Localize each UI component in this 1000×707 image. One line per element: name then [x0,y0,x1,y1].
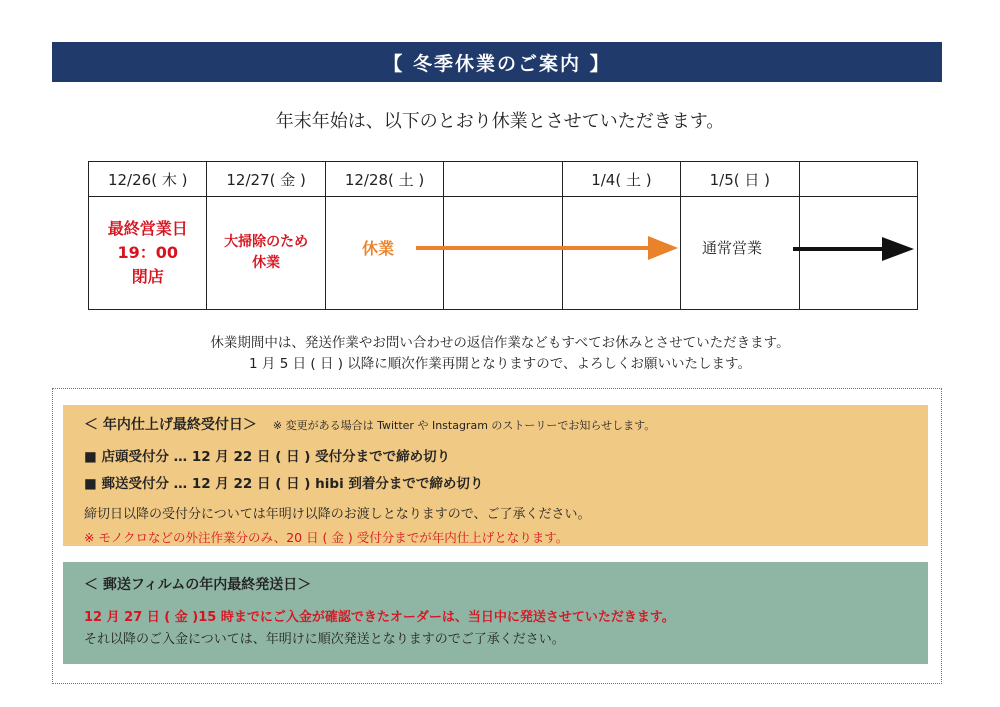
deadline-item-mail: ■ 郵送受付分 … 12 月 22 日 ( 日 ) hibi 到着分までで締め切り [84,476,484,492]
page-title: 【 冬季休業のご案内 】 [52,42,942,82]
calendar-header-row [89,162,918,197]
calendar-body-row [89,197,918,310]
date-cell-1226: 12/26( 木 ) [89,162,207,197]
date-cell-0105: 1/5( 日 ) [681,162,799,197]
reopen-label: 通常営業 [702,239,763,257]
deadline-heading-text: ＜ 年内仕上げ最終受付日＞ [84,417,257,433]
shipping-line: それ以降のご入金については、年明けに順次発送となりますのでご了承ください。 [84,632,565,647]
deadline-heading-note: ※ 変更がある場合は Twitter や Instagram のストーリーでお知らせします。 [272,419,656,432]
last-day-closing: 閉店 [131,267,164,286]
calendar-cell-empty-2 [799,197,917,310]
date-cell-empty-1 [444,162,562,197]
calendar-table [88,161,918,310]
last-business-day-cell [89,197,207,310]
intro-text: 年末年始は、以下のとおり休業とさせていただきます。 [275,111,725,132]
date-cell-empty-2 [799,162,917,197]
shipping-heading: ＜ 郵送フィルムの年内最終発送日＞ [84,577,312,593]
date-cell-1227: 12/27( 金 ) [207,162,325,197]
date-cell-1228: 12/28( 土 ) [325,162,443,197]
shipping-line-red: 12 月 27 日 ( 金 )15 時までにご入金が確認できたオーダーは、当日中に発送させていただきます。 [84,610,675,625]
deadline-note: 締切日以降の受付分については年明け以降のお渡しとなりますので、ご了承ください。 [84,507,591,522]
cleaning-label: 大掃除のため [224,234,309,250]
calendar-cell-empty-1 [444,197,562,310]
deadline-note-red: ※ モノクロなどの外注作業分のみ、20 日 ( 金 ) 受付分までが年内仕上げとなります。 [84,530,569,545]
cleaning-closed: 休業 [252,255,281,271]
calendar-cell-0104 [562,197,680,310]
last-day-time: 19：00 [117,243,178,262]
calendar-cell-0105 [681,197,799,310]
deadline-item-store: ■ 店頭受付分 … 12 月 22 日 ( 日 ) 受付分までで締め切り [84,449,451,465]
date-cell-0104: 1/4( 土 ) [562,162,680,197]
cleaning-day-cell [207,197,325,310]
closed-label: 休業 [362,239,395,258]
deadline-heading [84,414,655,434]
notice-line-2: 1 月 5 日 ( 日 ) 以降に順次作業再開となりますので、よろしくお願いいたします。 [249,356,751,372]
calendar-cell-1228 [325,197,443,310]
last-day-label: 最終営業日 [107,219,188,238]
notice-line-1: 休業期間中は、発送作業やお問い合わせの返信作業などもすべてお休みとさせていただきます。 [210,335,790,351]
